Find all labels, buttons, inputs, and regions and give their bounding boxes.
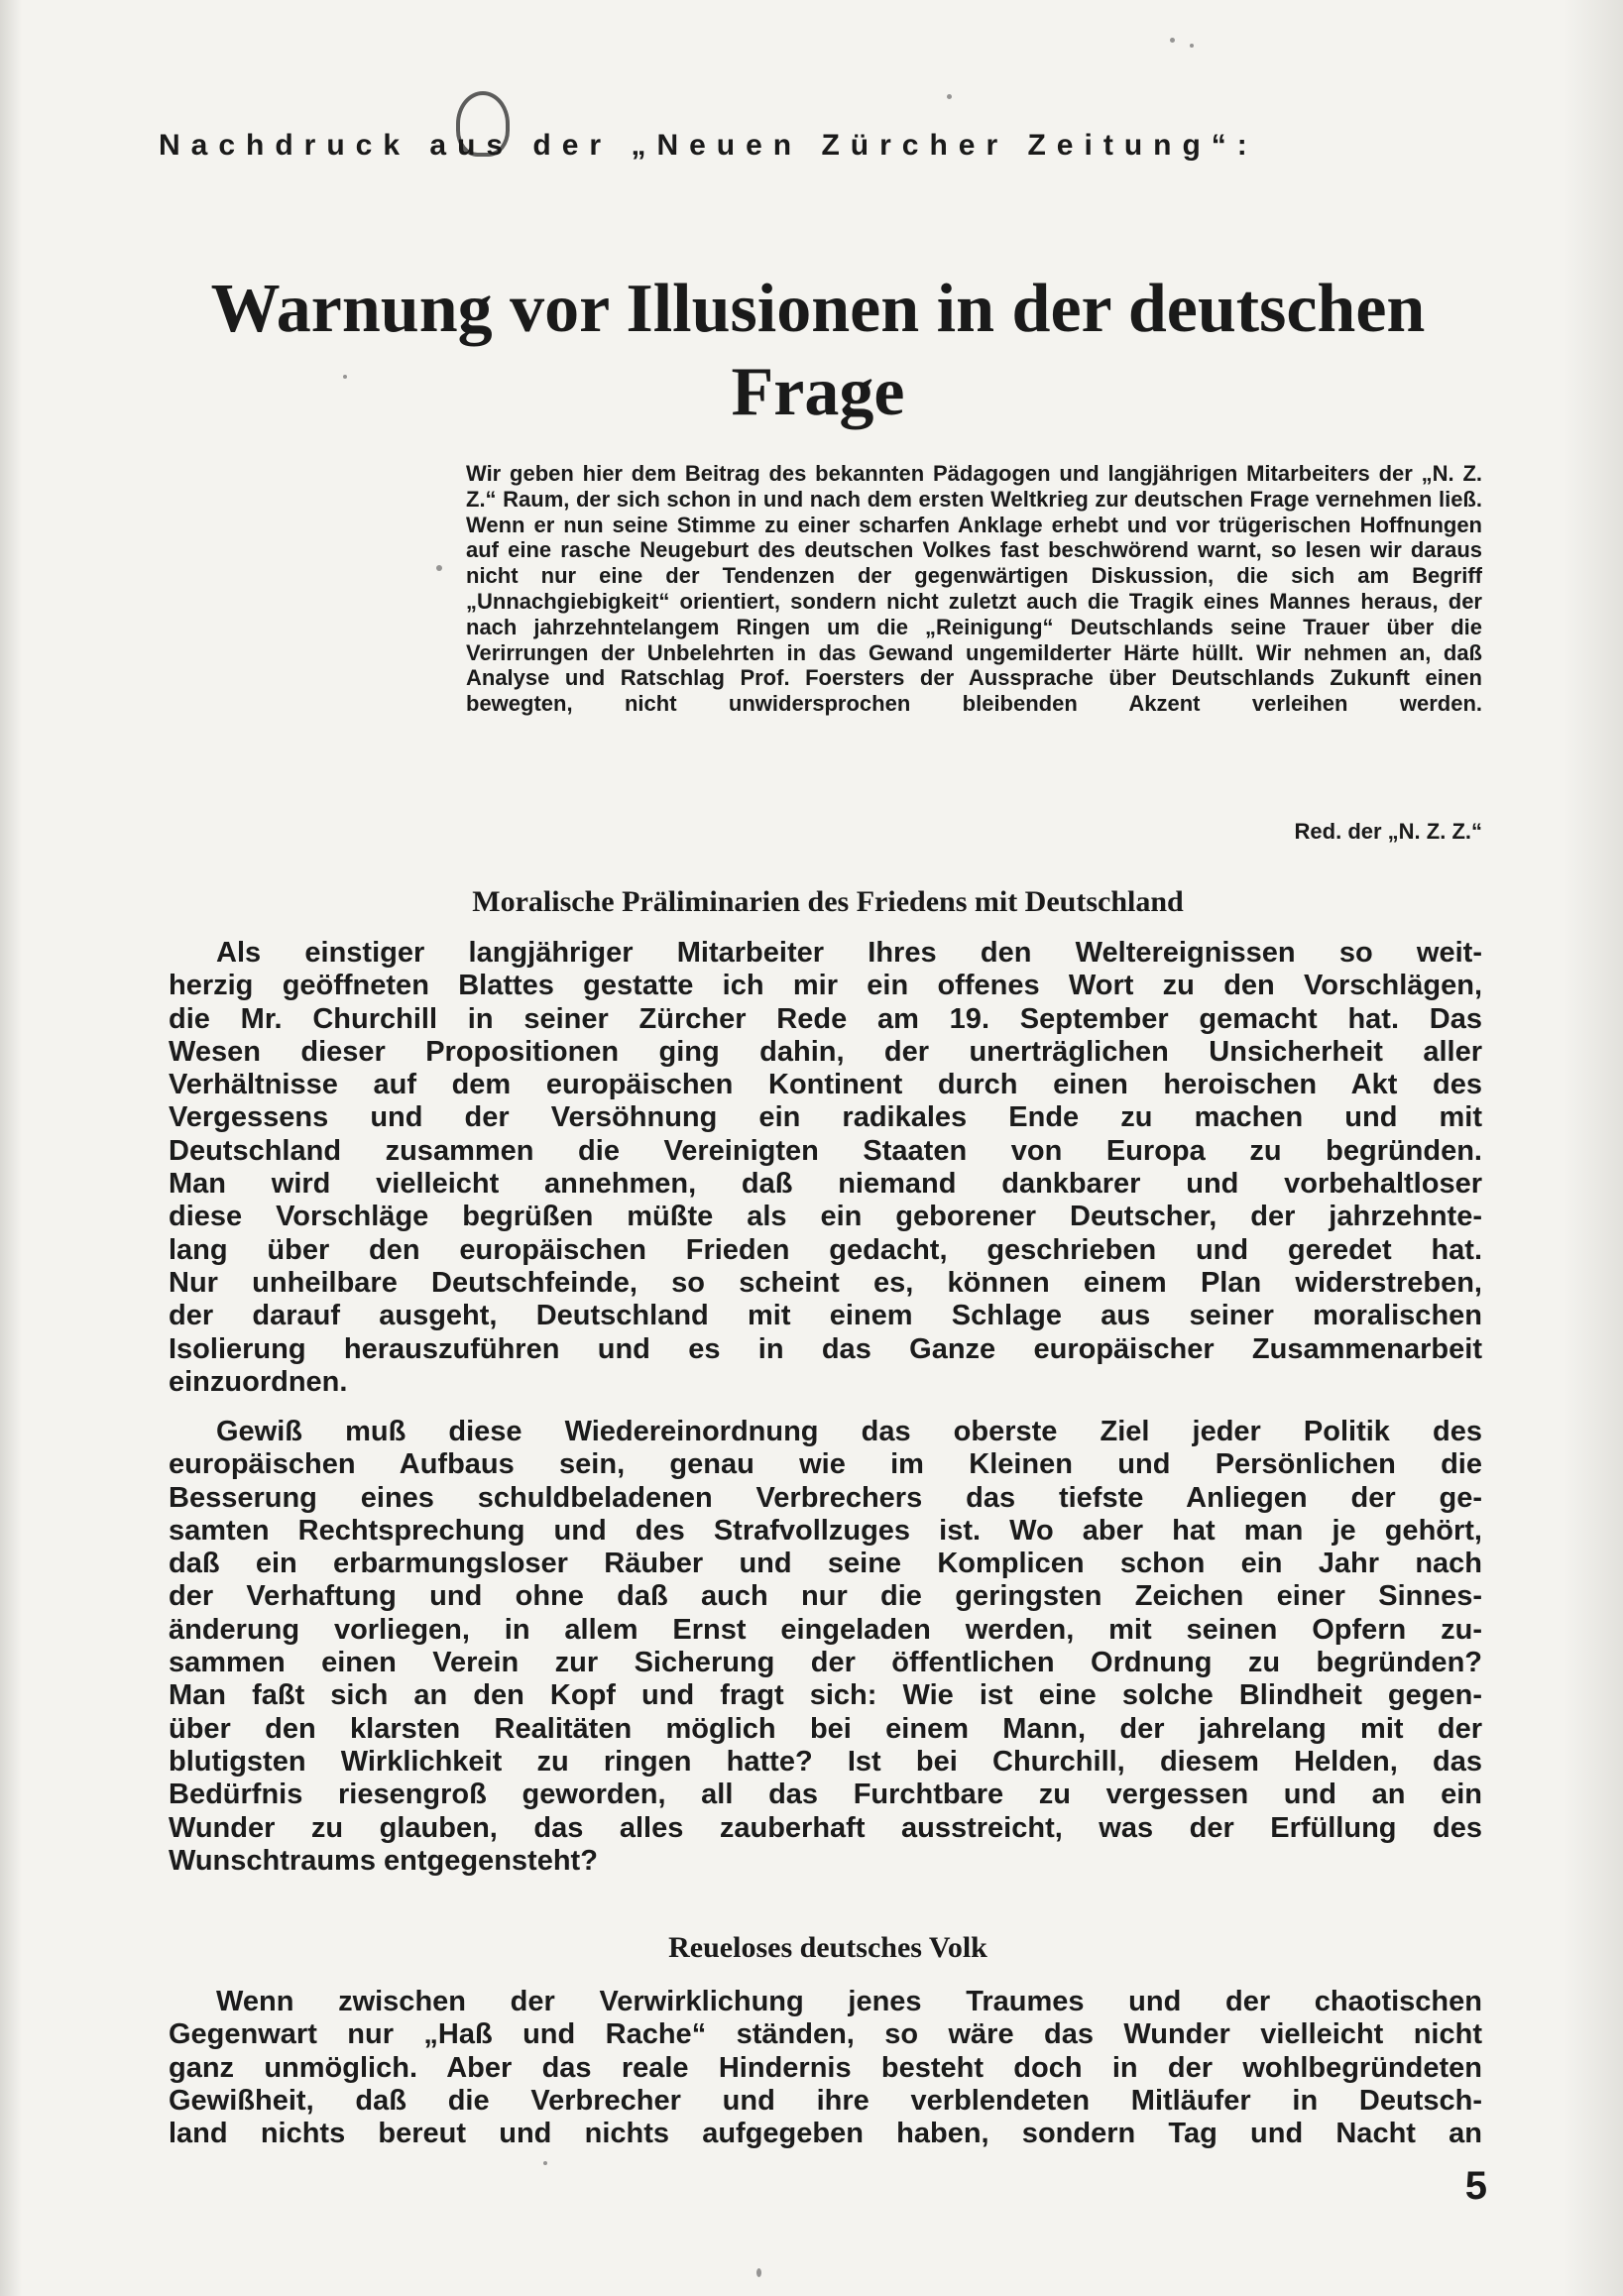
- section-heading: Moralische Präliminarien des Friedens mit Deutschland: [472, 885, 1184, 918]
- editorial-signature: Red. der „N. Z. Z.“: [1294, 819, 1482, 844]
- text-line: der Verhaftung und ohne daß auch nur die geringsten Zeichen einer Sinnes-: [169, 1580, 1482, 1613]
- text-line: Gegenwart nur „Haß und Rache“ ständen, so wäre das Wunder vielleicht nicht: [169, 2018, 1482, 2051]
- text-line: Wesen dieser Propositionen ging dahin, der unerträglichen Unsicherheit aller: [169, 1035, 1482, 1068]
- text-line: samten Rechtsprechung und des Strafvollzuges ist. Wo aber hat man je gehört,: [169, 1514, 1482, 1547]
- text-line: Isolierung herauszuführen und es in das Ganze europäischer Zusammenarbeit: [169, 1332, 1482, 1365]
- scan-speck: [756, 2268, 761, 2277]
- text-line: herzig geöffneten Blattes gestatte ich mir ein offenes Wort zu den Vorschlägen,: [169, 970, 1482, 1002]
- text-line: Bedürfnis riesengroß geworden, all das Furchtbare zu vergessen und an ein: [169, 1779, 1482, 1811]
- text-line: Wunder zu glauben, das alles zauberhaft ausstreicht, was der Erfüllung des: [169, 1811, 1482, 1844]
- text-line: Wenn zwischen der Verwirklichung jenes Traumes und der chaotischen: [216, 1986, 1482, 2017]
- scan-speck: [947, 94, 952, 99]
- text-line: diese Vorschläge begrüßen müßte als ein geborener Deutscher, der jahrzehnte-: [169, 1201, 1482, 1233]
- text-line: über den klarsten Realitäten möglich bei einem Mann, der jahrelang mit der: [169, 1712, 1482, 1745]
- paragraph: [169, 1416, 1482, 1878]
- page-number: 5: [1464, 2164, 1487, 2208]
- text-line: Verhältnisse auf dem europäischen Kontinent durch einen heroischen Akt des: [169, 1069, 1482, 1101]
- text-line: änderung vorliegen, in allem Ernst eingeladen werden, mit seinen Opfern zu-: [169, 1613, 1482, 1646]
- paragraph: [169, 1986, 1482, 2150]
- scan-edge-right: [1564, 0, 1623, 2296]
- text-line: die Mr. Churchill in seiner Zürcher Rede am 19. September gemacht hat. Das: [169, 1002, 1482, 1035]
- text-line: Deutschland zusammen die Vereinigten Staaten von Europa zu begründen.: [169, 1134, 1482, 1167]
- scan-speck: [1190, 44, 1194, 48]
- text-line: land nichts bereut und nichts aufgegeben haben, sondern Tag und Nacht an: [169, 2118, 1482, 2150]
- headline-line-1: Warnung vor Illusionen in der deutschen: [210, 271, 1426, 347]
- text-line: Wunschtraums entgegensteht?: [169, 1844, 598, 1877]
- scan-speck: [1170, 38, 1175, 43]
- headline-line-2: Frage: [731, 354, 905, 430]
- text-line: der darauf ausgeht, Deutschland mit einem Schlage aus seiner moralischen: [169, 1300, 1482, 1332]
- section-heading: Reueloses deutsches Volk: [668, 1931, 987, 1964]
- text-line: Gewißheit, daß die Verbrecher und ihre verblendeten Mitläufer in Deutsch-: [169, 2084, 1482, 2117]
- paragraph: [169, 937, 1482, 1399]
- text-line: europäischen Aufbaus sein, genau wie im Kleinen und Persönlichen die: [169, 1448, 1482, 1481]
- text-line: daß ein erbarmungsloser Räuber und seine Komplicen schon ein Jahr nach: [169, 1548, 1482, 1580]
- scan-edge-left: [0, 0, 22, 2296]
- text-line: einzuordnen.: [169, 1365, 348, 1398]
- reprint-kicker: Nachdruck aus der „Neuen Zürcher Zeitung“:: [159, 129, 1258, 162]
- text-line: Besserung eines schuldbeladenen Verbrechers das tiefste Anliegen der ge-: [169, 1481, 1482, 1514]
- text-line: Man wird vielleicht annehmen, daß niemand dankbarer und vorbehaltloser: [169, 1168, 1482, 1201]
- text-line: Als einstiger langjähriger Mitarbeiter Ihres den Weltereignissen so weit-: [216, 937, 1482, 969]
- scan-speck: [543, 2161, 547, 2165]
- scan-speck: [436, 565, 442, 571]
- text-line: Man faßt sich an den Kopf und fragt sich: Wie ist eine solche Blindheit gegen-: [169, 1679, 1482, 1712]
- editorial-intro: Wir geben hier dem Beitrag des bekannten Pädagogen und langjährigen Mitarbeiters der „N. Z. Z.“ Raum, der sich schon in und nach dem ersten Weltkrieg zur deutschen Frage vernehmen ließ. Wenn er nun seine Stimme zu einer scharfen Anklage erhebt und vor trügerischen Hoffnungen auf eine rasche Neugeburt des deutschen Volkes fast beschwörend warnt, so lesen wir daraus nicht nur eine der Tendenzen der gegenwärtigen Diskussion, die sich am Begriff „Unnachgiebigkeit“ orientiert, sondern nicht zuletzt auch die Tragik eines Mannes heraus, der nach jahrzehntelangem Ringen um die „Reinigung“ Deutschlands seine Trauer über die Verirrungen der Unbelehrten in das Gewand ungemilderter Härte hüllt. Wir nehmen an, daß Analyse und Ratschlag Prof. Foersters der Aussprache über Deutschlands Zukunft einen bewegten, nicht unwidersprochen bleibenden Akzent verleihen werden.: [466, 461, 1482, 717]
- article-headline: [149, 268, 1487, 434]
- text-line: Nur unheilbare Deutschfeinde, so scheint es, können einem Plan widerstreben,: [169, 1266, 1482, 1299]
- text-line: ganz unmöglich. Aber das reale Hindernis besteht doch in der wohlbegründeten: [169, 2051, 1482, 2084]
- text-line: Vergessens und der Versöhnung ein radikales Ende zu machen und mit: [169, 1101, 1482, 1134]
- text-line: sammen einen Verein zur Sicherung der öffentlichen Ordnung zu begründen?: [169, 1647, 1482, 1679]
- text-line: lang über den europäischen Frieden gedacht, geschrieben und geredet hat.: [169, 1233, 1482, 1266]
- text-line: blutigsten Wirklichkeit zu ringen hatte? Ist bei Churchill, diesem Helden, das: [169, 1745, 1482, 1778]
- text-line: Gewiß muß diese Wiedereinordnung das oberste Ziel jeder Politik des: [216, 1416, 1482, 1447]
